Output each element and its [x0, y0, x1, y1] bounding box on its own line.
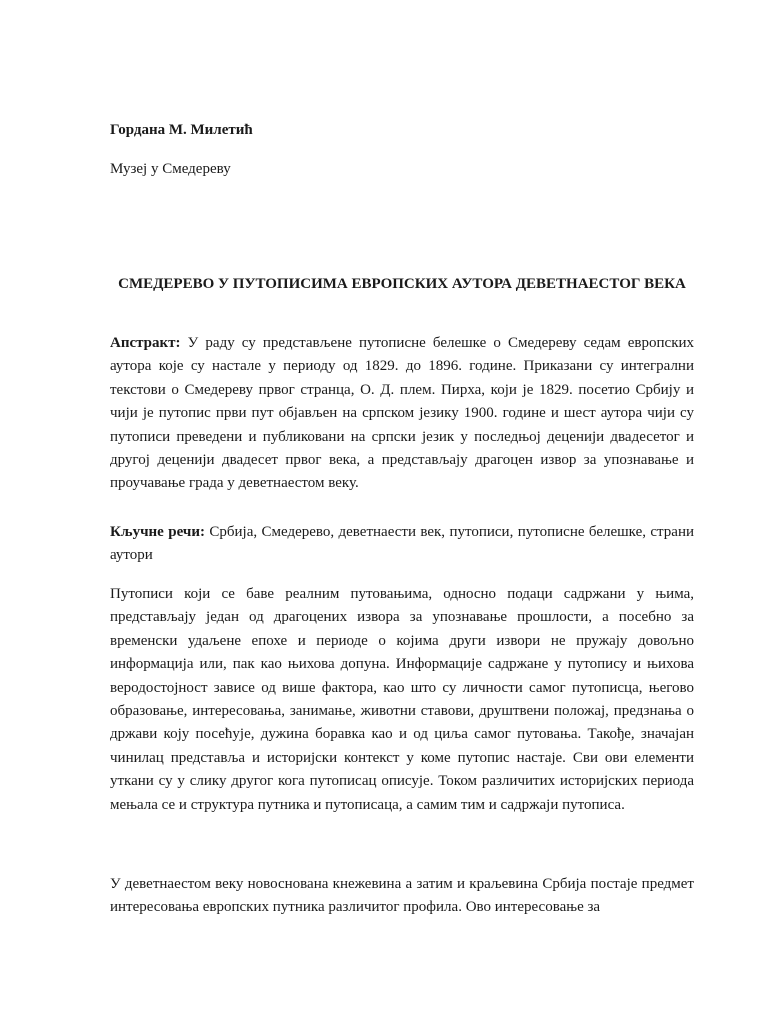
author-name: Гордана М. Милетић — [110, 122, 253, 138]
abstract-paragraph — [110, 332, 694, 496]
body-paragraph-1: Путописи који се баве реалним путовањима, односно подаци садржани у њима, представљају један од драгоцених извора за упознавање прошлости, а посебно за временски удаљене епохе и периоде о којима други извори не пружају довољно информација или, пак као њихова допуна. Информације садржане у путопису и њихова веродостојност зависе од више фактора, као што су личности самог путописца, његово образовање, интересовања, занимање, животни ставови, друштвени положај, предзнања о држави коју посећује, дужина боравка као и од циља самог путовања. Такође, значајан чинилац представља и историјски контекст у коме путопис настаје. Сви ови елементи уткани су у слику другог кога путописац описује. Током различитих историјских периода мењала се и структура путника и путописаца, а самим тим и садржаји путописа. — [110, 586, 694, 813]
author-affiliation: Музеј у Смедереву — [110, 161, 231, 177]
keywords-label: Кључне речи: — [110, 524, 205, 540]
document-page — [110, 0, 694, 1024]
paper-title: СМЕДЕРЕВО У ПУТОПИСИМА ЕВРОПСКИХ АУТОРА ДЕВЕТНАЕСТОГ ВЕКА — [118, 276, 686, 292]
abstract-text: У раду су представљене путописне белешке о Смедереву седам европских аутора које су настале у периоду од 1829. до 1896. године. Приказани су интегрални текстови о Смедереву првог странца, О. Д. плем. Пирха, који је 1829. посетио Србију и чији је путопис први пут објављен на српском језику 1900. године и шест аутора чији су путописи преведени и публиковани на српски језик у последњој деценији двадесетог и другој деценији двадесет првог века, а представљају драгоцен извор за упознавање и проучавање града у деветнаестом веку. — [110, 335, 695, 492]
body-paragraph-2: У деветнаестом веку новоснована кнежевина а затим и краљевина Србија постаје предмет интересовања европских путника различитог профила. Ово интересовање за — [110, 876, 694, 916]
keywords-paragraph — [110, 521, 694, 568]
abstract-label: Апстракт: — [110, 335, 181, 351]
keywords-text: Србија, Смедерево, деветнаести век, путописи, путописне белешке, страни аутори — [110, 524, 695, 564]
